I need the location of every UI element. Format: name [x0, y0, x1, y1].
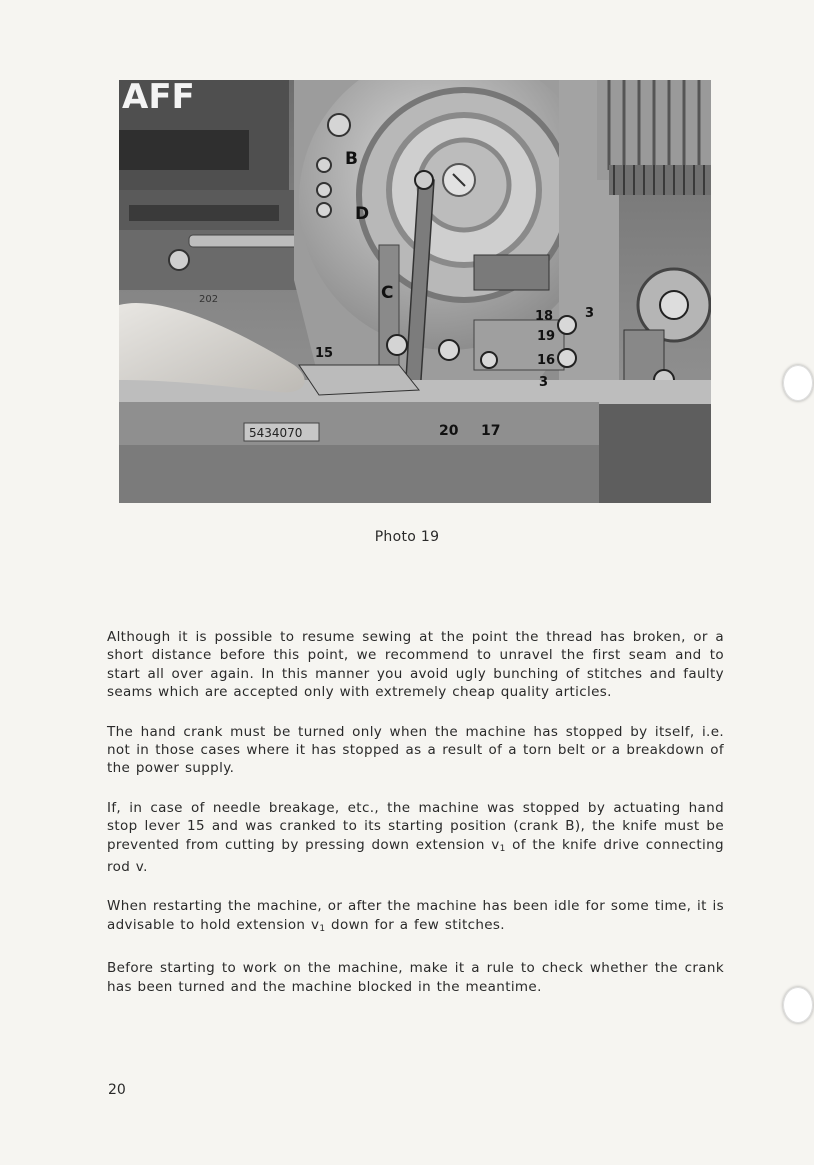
- punch-hole-top: [783, 365, 813, 401]
- serial-plate: 5434070: [249, 426, 303, 440]
- callout-18: 18: [535, 309, 554, 324]
- brand-fragment: AFF: [122, 80, 195, 117]
- paragraph-3-part-2: of the knife drive connecting rod v.: [107, 836, 724, 876]
- callout-3-lower: 3: [539, 375, 549, 390]
- callout-16: 16: [537, 353, 556, 368]
- paragraph-1: Although it is possible to resume sewing at the point the thread has broken, or a short distance before this point, we recommend to unravel the first seam and to start all over again. In this manner you avoid ugly bunching of stitches and faulty seams which are accepted only with extremely cheap quality articles.: [107, 629, 724, 701]
- callout-3-upper: 3: [585, 306, 595, 321]
- callout-15: 15: [315, 346, 334, 361]
- callout-20: 20: [439, 423, 459, 439]
- paragraph-4-part-1: When restarting the machine, or after the machine has been idle for some time, it is advisable to hold extension v: [107, 898, 724, 933]
- callout-b: B: [345, 149, 358, 169]
- machine-photo: [119, 80, 711, 503]
- paragraph-4-subscript: 1: [319, 923, 326, 934]
- part-mark: 202: [199, 294, 219, 305]
- body-text: [107, 628, 724, 1017]
- paragraph-4: [107, 897, 724, 938]
- callout-19: 19: [537, 329, 556, 344]
- callout-c: C: [381, 283, 394, 303]
- paragraph-3-part-1: If, in case of needle breakage, etc., the machine was stopped by actuating hand stop lever 15 and was cranked to its starting position (crank B), the knife must be prevented from cutting by pressing down extension v: [107, 799, 724, 853]
- paragraph-4-part-2: down for a few stitches.: [325, 916, 505, 933]
- callout-17: 17: [481, 423, 501, 439]
- paragraph-5: Before starting to work on the machine, make it a rule to check whether the crank has been turned and the machine blocked in the meantime.: [107, 960, 724, 995]
- photo-caption: Photo 19: [374, 529, 440, 545]
- callout-d: D: [355, 204, 370, 224]
- punch-hole-bottom: [783, 987, 813, 1023]
- page-number: 20: [108, 1082, 126, 1098]
- paragraph-3: [107, 799, 724, 877]
- paragraph-3-subscript: 1: [499, 843, 506, 854]
- paragraph-2: The hand crank must be turned only when the machine has stopped by itself, i.e. not in those cases where it has stopped as a result of a torn belt or a breakdown of the power supply.: [107, 723, 724, 777]
